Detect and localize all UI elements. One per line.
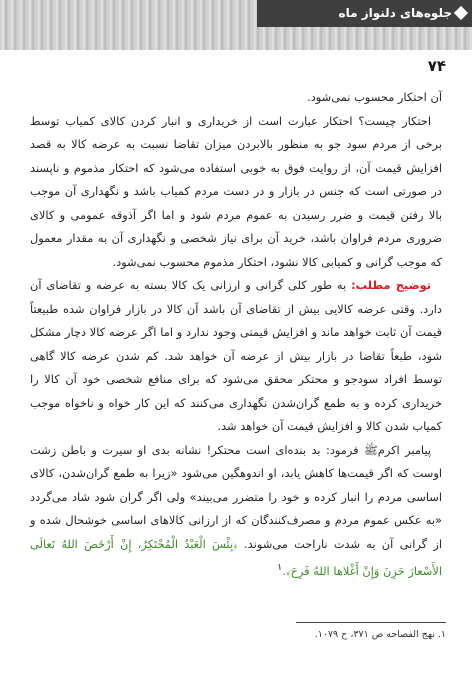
page-number: ۷۴ (427, 57, 446, 75)
paragraph-4-text: پیامبر اکرم‌ﷺ فرمود: بد بنده‌ای است محتکر! نشانه بدی او سیرت و باطن زشت اوست که اگر قیمت‌ها کاهش یابد، او اندوهگین می‌شود «زیرا به طمع گران‌شدن، کالای اساسی مردم را انبار کرده و خود را متضرر می‌بیند» ولی اگر گران شود شاد می‌گردد «به عکس عموم مردم و مصرف‌کنندگان که از ارزانی کالاهای اساسی خوشحال شده و از گرانی آن به شدت ناراحت می‌شوند. (30, 442, 443, 551)
paragraph-3 (30, 274, 442, 439)
footnote-divider (296, 622, 446, 623)
paragraph-3-text: به طور کلی گرانی و ارزانی یک کالا بسته به عرضه و تقاضای آن دارد. وقتی عرضه کالایی بیش از تقاضای آن باشد آن کالا در بازار فراوان شده طبیعتاً قیمت آن ثابت خواهد ماند و افزایش قیمتی وجود ندارد و اما اگر عرضه کالا دچار مشکل شود، طبعاً تقاضا در بازار بیش از عرضه آن خواهد شد. کم شدن عرضه کالا گاهی توسط افراد سودجو و محتکر محقق می‌شود که برای منافع شخصی خود آن کالا را خریداری کرده و به طمع گران‌شدن نگهداری می‌کنند که این کار خواه و ناخواه موجب کمیاب شدن کالا و افزایش قیمت آن خواهد شد. (30, 278, 442, 433)
paragraph-2: احتکار چیست؟ احتکار عبارت است از خریداری و انبار کردن کالای کمیاب توسط برخی از مردم سود جو به منظور بالابردن میزان تقاضا نسبت به عرضه کالا به قصد افزایش قیمت آن، از روایت فوق به خوبی استفاده می‌شود که احتکار مذموم و ناپسند در صورتی است که جنس در بازار و در دست مردم کمیاب باشد و نگهداری آن موجب بالا رفتن قیمت و ضرر رسیدن به عموم مردم شود و اما اگر آذوقه عمومی و کالای ضروری مردم فراوان باشد، خرید آن برای نیاز شخصی و نگهداری آن به مقدار معمول که موجب گرانی و کمیابی کالا نشود، احتکار مذموم محسوب نمی‌شود. (30, 113, 442, 269)
footnote: ۱. نهج الفصاحه ص ۳۷۱، ح ۱۰۷۹. (314, 629, 446, 640)
main-text (30, 86, 442, 583)
running-header-title: جلوه‌های دلنواز ماه (338, 6, 452, 20)
paragraph-1: آن احتکار محسوب نمی‌شود. (307, 90, 442, 104)
arabic-hadith: ﴿بِئْسَ الْعَبْدُ الْمُحْتَكِرُ، إِنْ أَرْخَصَ اللهُ تَعالَى الأَسْعارَ حَزِنَ وَإِنْ أَغْلاها اللهُ فَرِحَ﴾. (30, 536, 442, 578)
paragraph-4 (30, 439, 442, 584)
footnote-reference: ۱ (277, 562, 283, 573)
running-header (257, 0, 472, 27)
explanation-label: توضیح مطلب: (351, 278, 432, 292)
diamond-icon (454, 6, 468, 20)
